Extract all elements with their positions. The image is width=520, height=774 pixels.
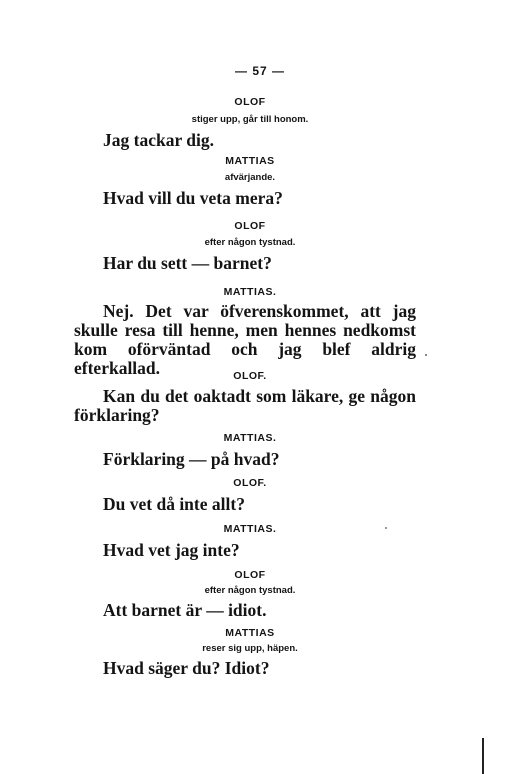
speaker-name: MATTIAS. bbox=[223, 432, 277, 444]
dialogue-paragraph: Nej. Det var öfverenskommet, att jag skulle resa till henne, men hennes nedkomst kom oförväntad och jag blef aldrig efterkallad. bbox=[74, 301, 416, 378]
dialogue-line: Jag tackar dig. bbox=[103, 130, 214, 150]
stage-direction: reser sig upp, häpen. bbox=[202, 643, 298, 654]
dialogue-line: Hvad säger du? Idiot? bbox=[103, 658, 270, 678]
speaker-name: OLOF bbox=[234, 220, 266, 232]
dialogue-line: Att barnet är — idiot. bbox=[103, 600, 267, 620]
speaker-name: OLOF bbox=[234, 96, 266, 108]
speaker-name: OLOF. bbox=[233, 370, 267, 382]
dialogue-line: Hvad vet jag inte? bbox=[103, 540, 240, 560]
speaker-name: OLOF. bbox=[233, 477, 267, 489]
scan-speck bbox=[385, 527, 387, 529]
speaker-name: OLOF bbox=[234, 569, 266, 581]
speaker-name: MATTIAS bbox=[225, 155, 275, 167]
speaker-name: MATTIAS bbox=[225, 627, 275, 639]
page-number: — 57 — bbox=[234, 64, 285, 78]
stage-direction: afvärjande. bbox=[224, 172, 276, 183]
stage-direction: efter någon tystnad. bbox=[204, 237, 296, 248]
dialogue-line: Du vet då inte allt? bbox=[103, 494, 245, 514]
margin-mark bbox=[482, 738, 484, 774]
stage-direction: stiger upp, går till honom. bbox=[191, 114, 309, 125]
speaker-name: MATTIAS. bbox=[223, 286, 277, 298]
dialogue-line: Förklaring — på hvad? bbox=[103, 449, 280, 469]
dialogue-paragraph: Kan du det oaktadt som läkare, ge någon förklaring? bbox=[74, 386, 416, 425]
stage-direction: efter någon tystnad. bbox=[204, 585, 296, 596]
dialogue-line: Hvad vill du veta mera? bbox=[103, 188, 283, 208]
dialogue-line: Har du sett — barnet? bbox=[103, 253, 272, 273]
speaker-name: MATTIAS. bbox=[223, 523, 277, 535]
scan-speck bbox=[425, 354, 427, 356]
